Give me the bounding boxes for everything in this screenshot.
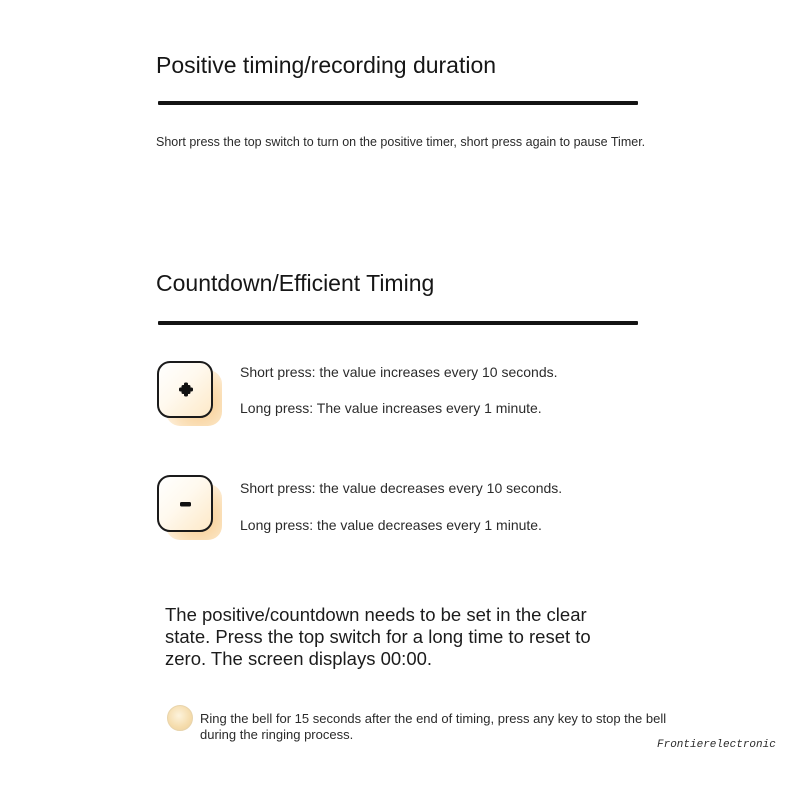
minus-key [157, 475, 221, 541]
bell-dot-icon [167, 705, 193, 731]
positive-timing-description: Short press the top switch to turn on the positive timer, short press again to pause Timer. [156, 135, 646, 149]
plus-long-press-text: Long press: The value increases every 1 minute. [240, 400, 542, 416]
plus-icon [157, 361, 214, 419]
minus-short-press-text: Short press: the value decreases every 10 seconds. [240, 480, 563, 496]
watermark-text: Frontierelectronic [654, 738, 779, 752]
minus-long-press-text: Long press: the value decreases every 1 minute. [240, 517, 542, 533]
plus-key [157, 361, 221, 427]
plus-short-press-text: Short press: the value increases every 10 seconds. [240, 364, 558, 380]
countdown-title: Countdown/Efficient Timing [156, 270, 435, 296]
bell-text: Ring the bell for 15 seconds after the end of timing, press any key to stop the bell during the ringing process. [200, 711, 667, 742]
countdown-divider [158, 321, 638, 325]
minus-icon [157, 475, 214, 533]
positive-timing-title: Positive timing/recording duration [156, 52, 497, 78]
clear-state-note: The positive/countdown needs to be set in the clear state. Press the top switch for a long time to reset to zero. The screen displays 00:00. [165, 604, 591, 669]
positive-timing-divider [158, 101, 638, 105]
